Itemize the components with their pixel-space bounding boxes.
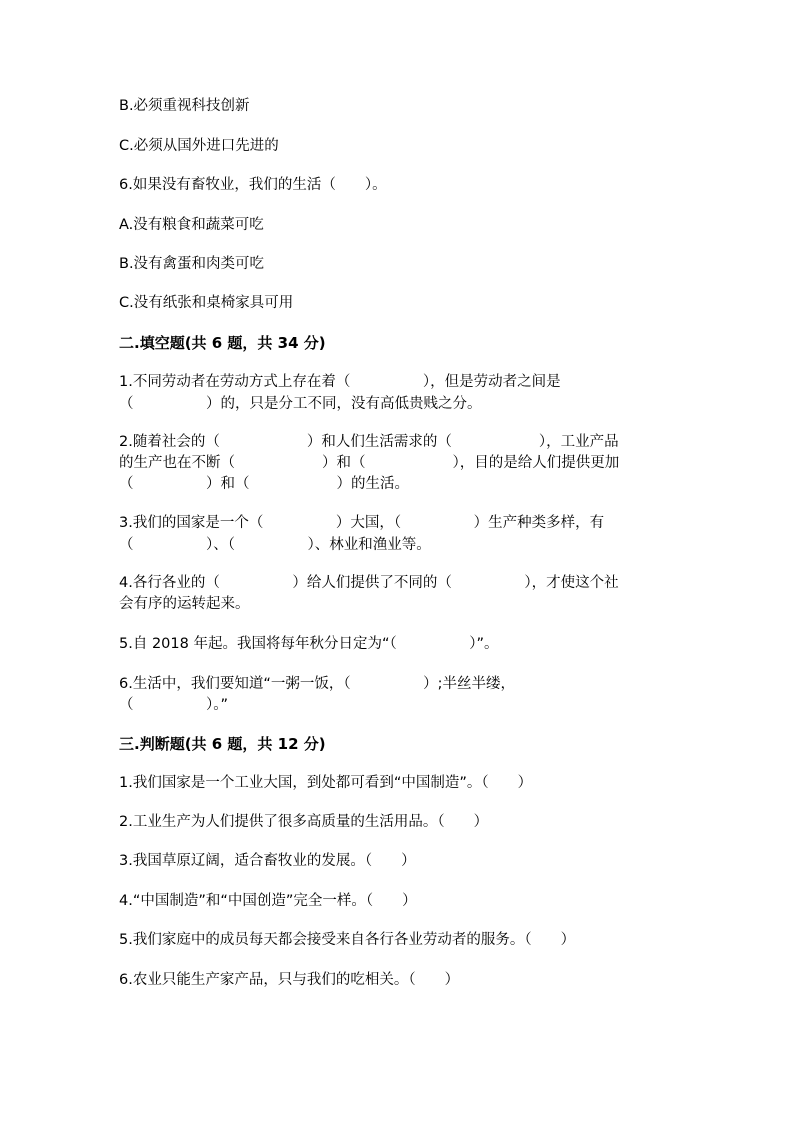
fill-q4-line1: 4.各行各业的（ ）给人们提供了不同的（ ），才使这个社 [119, 575, 619, 591]
judge-q6: 6.农业只能生产家产品，只与我们的吃相关。（ ） [119, 972, 460, 988]
fill-q5: 5.自 2018 年起。我国将每年秋分日定为“（ ）”。 [119, 636, 499, 652]
judge-q3: 3.我国草原辽阔，适合畜牧业的发展。（ ） [119, 853, 416, 869]
judge-q5: 5.我们家庭中的成员每天都会接受来自各行各业劳动者的服务。（ ） [119, 932, 576, 948]
fill-q3-line1: 3.我们的国家是一个（ ）大国，（ ）生产种类多样，有 [119, 515, 605, 531]
fill-q3-line2: （ ）、（ ）、林业和渔业等。 [119, 537, 431, 553]
mc-q6-option-b: B.没有禽蛋和肉类可吃 [119, 256, 265, 272]
fill-q6-line2: （ ）。” [119, 697, 229, 713]
fill-q1-line1: 1.不同劳动者在劳动方式上存在着（ ），但是劳动者之间是 [119, 374, 561, 390]
fill-q1-line2: （ ）的，只是分工不同，没有高低贵贱之分。 [119, 396, 482, 412]
fill-q4-line2: 会有序的运转起来。 [119, 596, 250, 612]
judge-q1: 1.我们国家是一个工业大国，到处都可看到“中国制造”。（ ） [119, 775, 533, 791]
fill-q6-line1: 6.生活中，我们要知道“一粥一饭，（ ）;半丝半缕， [119, 676, 515, 692]
fill-q2-line2: 的生产也在不断（ ）和（ ），目的是给人们提供更加 [119, 455, 620, 471]
mc-q5-option-b: B.必须重视科技创新 [119, 98, 250, 114]
fill-q2-line3: （ ）和（ ）的生活。 [119, 476, 409, 492]
judge-q4: 4.“中国制造”和“中国创造”完全一样。（ ） [119, 893, 417, 909]
mc-q6-question: 6.如果没有畜牧业，我们的生活（ ）。 [119, 177, 387, 193]
judge-q2: 2.工业生产为人们提供了很多高质量的生活用品。（ ） [119, 814, 489, 830]
fill-q2-line1: 2.随着社会的（ ）和人们生活需求的（ ），工业产品 [119, 434, 619, 450]
mc-q6-option-a: A.没有粮食和蔬菜可吃 [119, 217, 264, 233]
fill-section-heading: 二.填空题(共 6 题，共 34 分) [119, 334, 326, 352]
mc-q5-option-c: C.必须从国外进口先进的 [119, 138, 279, 154]
judge-section-heading: 三.判断题(共 6 题，共 12 分) [119, 735, 326, 753]
mc-q6-option-c: C.没有纸张和桌椅家具可用 [119, 295, 294, 311]
